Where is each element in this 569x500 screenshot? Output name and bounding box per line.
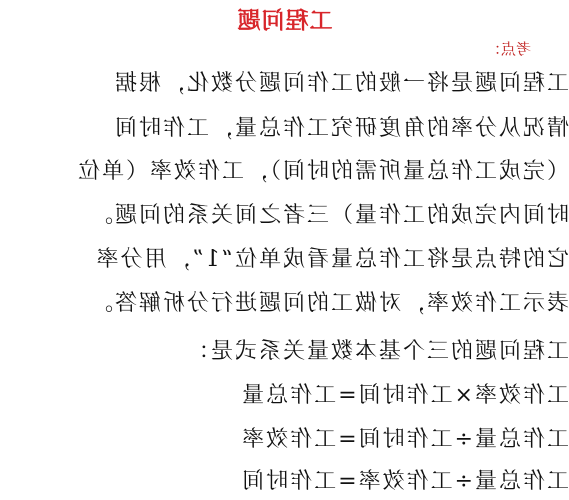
formula-line: 工作效率×工作时间=工作总量 [240, 383, 569, 408]
paragraph-line: 它的特点是将工作总量看成单位“1”，用分率 [94, 247, 569, 272]
key-point-label: 考点： [486, 40, 532, 58]
paragraph-line: 表示工作效率，对做工的问题进行分析解答。 [88, 291, 569, 316]
page-title: 工程问题 [236, 7, 333, 34]
paragraph-line: 工程问题是将一般的工作问题分数化，根据 [112, 71, 569, 96]
paragraph-line: 时间内完成的工作量）三者之间关系的问题。 [88, 203, 569, 228]
formula-line: 工作总量÷工作效率=工作时间 [240, 469, 569, 494]
relations-intro: 工程问题的三个基本数量关系式是： [184, 339, 569, 364]
paragraph-line: 情况从分率的角度研究工作总量，工作时间 [112, 116, 569, 141]
formula-line: 工作总量÷工作时间=工作效率 [240, 427, 569, 452]
paragraph-line: （完成工作总量所需的时间），工作效率（单位 [75, 159, 569, 184]
